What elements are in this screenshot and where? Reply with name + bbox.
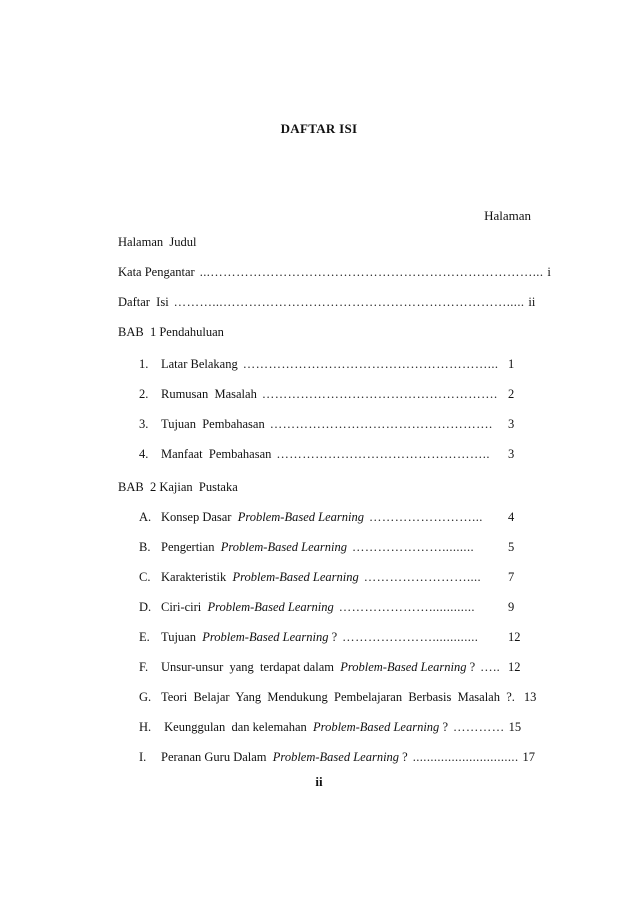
toc-item-text bbox=[161, 540, 347, 555]
toc-row bbox=[118, 480, 530, 498]
toc-item-italic-term: Problem-Based Learning bbox=[237, 510, 364, 524]
toc-item-marker: 3. bbox=[139, 417, 149, 431]
toc-leader-dots: ………… bbox=[453, 720, 505, 734]
toc-row bbox=[118, 325, 530, 343]
toc-item-italic-term: Problem-Based Learning bbox=[202, 630, 329, 644]
toc-item-text bbox=[118, 295, 169, 310]
toc-row bbox=[139, 387, 530, 405]
toc-page-number: 17 bbox=[522, 750, 535, 764]
toc-item-text bbox=[161, 660, 475, 675]
toc-item-suffix: ? bbox=[399, 750, 408, 764]
toc-item-marker: I. bbox=[139, 750, 147, 764]
toc-item-italic-term: Problem-Based Learning bbox=[313, 720, 440, 734]
toc-item-text bbox=[161, 387, 257, 402]
toc-page-number: 12 bbox=[508, 630, 521, 644]
toc-item-marker: F. bbox=[139, 660, 149, 674]
toc-row bbox=[139, 447, 530, 465]
toc-row bbox=[139, 417, 530, 435]
toc-leader-dots: …………………………………………………... bbox=[242, 357, 499, 371]
toc-row bbox=[139, 690, 537, 708]
toc-row bbox=[139, 540, 530, 558]
toc-item-text bbox=[118, 235, 196, 250]
toc-item-title: Karakteristik bbox=[161, 570, 233, 584]
toc-page-number: ii bbox=[528, 295, 536, 309]
toc-item-title: Unsur-unsur yang terdapat dalam bbox=[161, 660, 341, 674]
toc-item-suffix: ? bbox=[328, 630, 338, 644]
toc-row bbox=[139, 357, 530, 375]
toc-item-text bbox=[161, 600, 334, 615]
toc-item-italic-term: Problem-Based Learning bbox=[220, 540, 347, 554]
toc-item-marker: C. bbox=[139, 570, 151, 584]
toc-item-suffix: ? bbox=[439, 720, 448, 734]
toc-row bbox=[139, 750, 535, 768]
toc-leader-dots: …………………….... bbox=[363, 570, 482, 584]
toc-item-marker: H. bbox=[139, 720, 152, 734]
toc-leader-dots: ………………………………………………. bbox=[261, 387, 498, 401]
toc-leader-dots: ...…………………………………………………………………... bbox=[199, 265, 544, 279]
page-column-label: Halaman bbox=[484, 208, 531, 223]
toc-leader-dots: ….. bbox=[480, 660, 501, 674]
toc-item-title: BAB 1 Pendahuluan bbox=[118, 325, 224, 339]
toc-item-text bbox=[161, 510, 364, 525]
toc-item-title: Tujuan Pembahasan bbox=[161, 417, 265, 431]
toc-page-number: 3 bbox=[508, 447, 515, 461]
toc-item-suffix: ? bbox=[466, 660, 476, 674]
toc-item-italic-term: Problem-Based Learning bbox=[340, 660, 467, 674]
toc-item-marker: E. bbox=[139, 630, 150, 644]
toc-leader-dots: ……………………... bbox=[368, 510, 483, 524]
toc-row bbox=[118, 265, 551, 283]
toc-page-number: 15 bbox=[508, 720, 522, 734]
toc-page-number: 1 bbox=[508, 357, 515, 371]
toc-item-text bbox=[161, 720, 448, 735]
toc-item-title: Daftar Isi bbox=[118, 295, 169, 309]
toc-item-title: Pengertian bbox=[161, 540, 221, 554]
toc-item-italic-term: Problem-Based Learning bbox=[272, 750, 400, 764]
toc-item-title: Halaman Judul bbox=[118, 235, 197, 249]
toc-row bbox=[118, 295, 536, 313]
toc-page-number: 13 bbox=[523, 690, 537, 704]
toc-item-title: Ciri-ciri bbox=[161, 600, 208, 614]
toc-item-title: Kata Pengantar bbox=[118, 265, 195, 279]
toc-page-number: 5 bbox=[508, 540, 515, 554]
toc-item-marker: B. bbox=[139, 540, 151, 554]
toc-item-title: Teori Belajar Yang Mendukung Pembelajaran Berbasis Masalah ?. bbox=[161, 690, 515, 704]
footer-page-number: ii bbox=[315, 774, 323, 789]
toc-page-number: 7 bbox=[508, 570, 515, 584]
toc-item-text bbox=[161, 750, 408, 765]
toc-leader-dots: …………………......... bbox=[351, 540, 475, 554]
toc-page-number: 12 bbox=[508, 660, 521, 674]
toc-item-italic-term: Problem-Based Learning bbox=[232, 570, 359, 584]
toc-item-text bbox=[118, 480, 238, 495]
toc-row bbox=[118, 235, 530, 253]
toc-row bbox=[139, 630, 530, 648]
toc-row bbox=[139, 660, 530, 678]
toc-item-text bbox=[161, 570, 359, 585]
toc-item-title: Tujuan bbox=[161, 630, 203, 644]
toc-page-number: 9 bbox=[508, 600, 515, 614]
toc-row bbox=[139, 510, 530, 528]
toc-page-number: i bbox=[547, 265, 551, 279]
toc-leader-dots: …………………............. bbox=[338, 600, 475, 614]
toc-row bbox=[139, 570, 530, 588]
toc-item-title: Rumusan Masalah bbox=[161, 387, 257, 401]
toc-item-title: Peranan Guru Dalam bbox=[161, 750, 273, 764]
toc-leader-dots: .............................. bbox=[412, 750, 519, 764]
toc-item-text bbox=[161, 630, 337, 645]
toc-item-marker: 4. bbox=[139, 447, 149, 461]
toc-item-marker: 2. bbox=[139, 387, 149, 401]
toc-leader-dots: …………………............. bbox=[342, 630, 479, 644]
toc-item-title: Keunggulan dan kelemahan bbox=[161, 720, 314, 734]
toc-item-text bbox=[161, 357, 238, 372]
toc-item-title: Manfaat Pembahasan bbox=[161, 447, 272, 461]
toc-item-text bbox=[118, 325, 224, 340]
page-title: DAFTAR ISI bbox=[280, 121, 358, 136]
toc-item-text bbox=[161, 690, 515, 705]
toc-item-title: Konsep Dasar bbox=[161, 510, 238, 524]
toc-page-number: 2 bbox=[508, 387, 515, 401]
toc-item-marker: A. bbox=[139, 510, 152, 524]
toc-item-text bbox=[161, 447, 271, 462]
toc-row bbox=[139, 720, 530, 738]
toc-item-title: BAB 2 Kajian Pustaka bbox=[118, 480, 238, 494]
toc-leader-dots: ……………………………………………. bbox=[269, 417, 493, 431]
toc-leader-dots: ………...…………………………………………………………..... bbox=[173, 295, 525, 309]
toc-item-marker: G. bbox=[139, 690, 152, 704]
toc-item-italic-term: Problem-Based Learning bbox=[207, 600, 334, 614]
toc-item-marker: 1. bbox=[139, 357, 149, 371]
toc-item-text bbox=[161, 417, 265, 432]
toc-item-text bbox=[118, 265, 195, 280]
toc-page-number: 3 bbox=[508, 417, 515, 431]
toc-page-number: 4 bbox=[508, 510, 515, 524]
toc-leader-dots: ………………………………………….. bbox=[276, 447, 490, 461]
toc-item-marker: D. bbox=[139, 600, 152, 614]
toc-item-title: Latar Belakang bbox=[161, 357, 238, 371]
toc-row bbox=[139, 600, 530, 618]
